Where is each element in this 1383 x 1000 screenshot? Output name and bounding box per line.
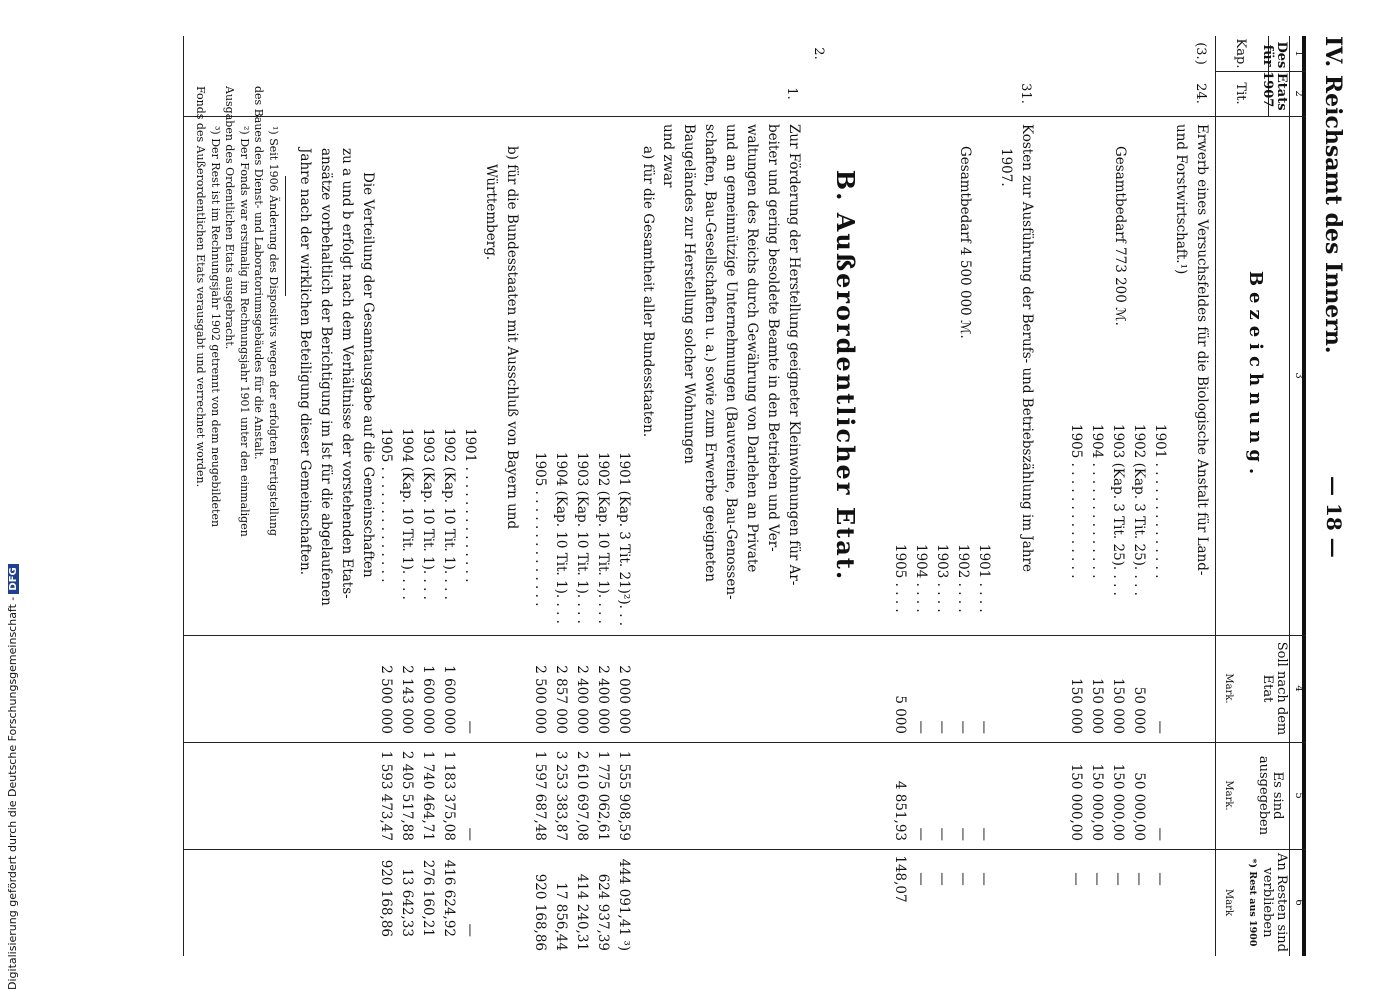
- col-number-4: 4: [1293, 685, 1304, 692]
- footnotes: [193, 86, 280, 646]
- section-b-b-rest: —: [462, 923, 478, 937]
- tit24-description: [1170, 124, 1212, 629]
- section-b-b-year-rows: [375, 124, 480, 629]
- section-b-b-year: 1905 . . . . . . . . . . . . . .: [378, 428, 394, 583]
- section-b-a-soll: 2 400 000: [574, 665, 590, 734]
- tit31-year: 1901 . . . .: [976, 544, 992, 613]
- section-b-a-ausgegeben: 2 610 697,08: [574, 750, 590, 841]
- tit24-rest: —: [1152, 872, 1168, 886]
- col-bezeichnung-header: Bezeichnung.: [1245, 270, 1266, 481]
- section-b-desc-line: beiter und gering besoldete Beamte in den Betrieben und Ver-: [765, 124, 781, 552]
- section-b-a-soll: 2 400 000: [595, 665, 611, 734]
- section-b-a-label: a) für die Gesamtheit aller Bundesstaaten.: [640, 146, 656, 438]
- tit31-ausgegeben: 4 851,93: [892, 780, 908, 841]
- tit24-ausgegeben: 150 000,00: [1068, 763, 1084, 841]
- tit31-rest: —: [955, 872, 971, 886]
- section-b-a-rest: 17 856,44: [553, 882, 569, 951]
- section-b-b-rest: 13 642,33: [399, 868, 415, 937]
- tit31-soll: —: [955, 720, 971, 734]
- col-ausgegeben-unit: Mark.: [1223, 780, 1234, 811]
- section-b-a-rest: 414 240,31: [574, 873, 590, 951]
- tit31-rest-values: [889, 849, 994, 909]
- digitization-credit-text: Digitalisierung gefördert durch die Deutsche Forschungsgemeinschaft -: [6, 596, 19, 990]
- col-number-1: 1: [1293, 50, 1304, 57]
- tit24-rest: —: [1110, 872, 1126, 886]
- tit24-soll: 50 000: [1131, 686, 1147, 734]
- section-b-a-ausgegeben-values: [529, 742, 634, 841]
- tit24-desc-line: Erwerb eines Versuchsfeldes für die Biologische Anstalt für Land-: [1194, 124, 1210, 576]
- section-b-a-year-rows: [529, 124, 634, 629]
- section-b-a-rest: 624 937,39: [595, 873, 611, 951]
- section-b-description: [657, 124, 804, 629]
- tit24-ausgegeben: 50 000,00: [1131, 772, 1147, 841]
- tit31-soll: 5 000: [892, 695, 908, 734]
- tit31-rest: 148,07: [892, 855, 908, 903]
- tit24-ausgegeben: —: [1152, 827, 1168, 841]
- footnote-line: ²) Der Fonds war erstmalig im Rechnungsjahr 1901 unter den einmaligen: [238, 126, 251, 537]
- tit24-ausgegeben: 150 000,00: [1089, 763, 1105, 841]
- tit24-soll: 150 000: [1089, 678, 1105, 734]
- tit31-total: Gesamtbedarf 4 500 000 ℳ.: [957, 146, 973, 339]
- tit-31: 31.: [1018, 83, 1033, 104]
- col-soll-header: Soll nach dem Etat: [1260, 641, 1289, 736]
- section-b-desc-line: und zwar: [660, 124, 676, 188]
- section-b-b-year: 1902 (Kap. 10 Tit. 1). . . .: [441, 428, 457, 600]
- tit24-rest-values: [1065, 849, 1170, 909]
- section-b-desc-line: Zur Förderung der Herstellung geeigneter Kleinwohnungen für Ar-: [786, 124, 802, 586]
- tit31-soll: —: [913, 720, 929, 734]
- digitization-credit: [6, 564, 19, 990]
- tit31-rest: —: [913, 872, 929, 886]
- tit31-ausgegeben: —: [913, 827, 929, 841]
- tit31-year: 1904 . . . .: [913, 544, 929, 613]
- section-b-a-soll: 2 857 000: [553, 665, 569, 734]
- tit24-rest: —: [1131, 872, 1147, 886]
- section-b-b-soll: 2 500 000: [378, 665, 394, 734]
- section-b-b-label: [480, 146, 522, 626]
- col-number-5: 5: [1293, 792, 1304, 799]
- chapter-title: IV. Reichsamt des Innern.: [1320, 36, 1346, 354]
- tit24-year: 1902 (Kap. 3 Tit. 25). . . .: [1131, 424, 1147, 596]
- col-kap-header: Kap.: [1233, 38, 1248, 69]
- tit31-rest: —: [976, 872, 992, 886]
- dfg-logo: DFG: [8, 564, 19, 593]
- col2-col3-divider: [184, 116, 1306, 117]
- section-b-a-ausgegeben: 3 253 383,87: [553, 750, 569, 841]
- section-b-b-ausgegeben: 1 740 464,71: [420, 750, 436, 841]
- col-number-3: 3: [1293, 372, 1304, 379]
- section-b-a-ausgegeben: 1 555 908,59: [616, 750, 632, 841]
- distribution-note-line: zu a und b erfolgt nach dem Verhältnisse der vorstehenden Etats-: [339, 148, 355, 599]
- tit24-ausgegeben-values: [1065, 742, 1170, 841]
- tit31-soll: —: [976, 720, 992, 734]
- col-ausgegeben-header: Es sind ausgegeben: [1256, 755, 1285, 836]
- section-b-b-rest: 920 168,86: [378, 859, 394, 937]
- page-number: — 18 —: [1322, 476, 1346, 558]
- tit24-year: 1901 . . . . . . . . . . . . . .: [1152, 424, 1168, 579]
- col-number-2: 2: [1293, 90, 1304, 97]
- section-b-b-ausgegeben: 1 183 375,08: [441, 750, 457, 841]
- section-b-b-ausgegeben: 1 593 473,47: [378, 750, 394, 841]
- col-etats-header: Des Etats für 1907: [1260, 41, 1289, 111]
- tit24-year: 1905 . . . . . . . . . . . . . .: [1068, 424, 1084, 579]
- section-b-a-year: 1905 . . . . . . . . . . . . . .: [532, 452, 548, 607]
- tit31-year: 1905 . . . .: [892, 544, 908, 613]
- section-b-b-year: 1903 (Kap. 10 Tit. 1). . . .: [420, 428, 436, 600]
- tit31-desc-line: Kosten zur Ausführung der Berufs- und Betriebszählung im Jahre: [1019, 124, 1035, 572]
- section-b-title: B. Außerordentlicher Etat.: [831, 169, 860, 582]
- tit31-description: [995, 124, 1037, 629]
- tit24-rest: —: [1089, 872, 1105, 886]
- tit31-soll-values: [889, 635, 994, 734]
- section-b-b-year: 1901 . . . . . . . . . . . . . .: [462, 428, 478, 583]
- section-b-desc-line: schaften, Bau-Gesellschaften u. a.) sowie zum Erwerbe geeigneten: [702, 124, 718, 582]
- kap-3: (3.): [1193, 42, 1208, 65]
- tit24-soll: 150 000: [1068, 678, 1084, 734]
- section-b-a-soll: 2 000 000: [616, 665, 632, 734]
- footnote-line: ³) Der Rest ist im Rechnungsjahr 1902 getrennt von dem neugebildeten: [209, 126, 222, 528]
- tit31-year: 1902 . . . .: [955, 544, 971, 613]
- footnote-line: des Baues des Dienst- und Laboratoriumsgebäudes für die Anstalt.: [252, 86, 266, 460]
- col-tit-header: Tit.: [1233, 82, 1248, 105]
- distribution-note-line: ansätze vorbehaltlich der Berichtigung im Ist für die abgelaufenen: [318, 148, 334, 606]
- distribution-note-line: Die Verteilung der Gesamtausgabe auf die Gemeinschaften: [360, 172, 376, 578]
- section-b-b-ausgegeben: —: [462, 827, 478, 841]
- section-b-desc-line: und an gemeinnützige Unternehmungen (Bauvereine, Bau-Genossen-: [723, 124, 739, 600]
- section-b-a-rest: 920 168,86: [532, 873, 548, 951]
- section-b-b-soll: 1 600 000: [420, 665, 436, 734]
- section-b-b-label-line: Württemberg.: [483, 164, 499, 261]
- tit24-year: 1903 (Kap. 3 Tit. 25). . . .: [1110, 424, 1126, 596]
- section-b-b-year: 1904 (Kap. 10 Tit. 1). . . .: [399, 428, 415, 600]
- col-soll-unit: Mark.: [1223, 673, 1234, 704]
- section-b-a-soll-values: [529, 635, 634, 734]
- footnote-line: Ausgaben des Ordentlichen Etats ausgebracht.: [223, 86, 237, 350]
- tit24-soll-values: [1065, 635, 1170, 734]
- section-b-b-soll: 2 143 000: [399, 665, 415, 734]
- tit31-ausgegeben: —: [976, 827, 992, 841]
- tit24-year: 1904 . . . . . . . . . . . . . .: [1089, 424, 1105, 579]
- tit31-ausgegeben-values: [889, 742, 994, 841]
- tit31-soll: —: [934, 720, 950, 734]
- section-b-b-rest: 416 624,92: [441, 859, 457, 937]
- section-b-desc-line: waltungen des Reichs durch Gewährung von Darlehen an Private: [744, 124, 760, 573]
- col-reste-header: An Resten sind verblieben: [1260, 853, 1289, 952]
- section-b-a-ausgegeben: 1 597 687,48: [532, 750, 548, 841]
- section-b-b-rest-values: [375, 849, 480, 937]
- col-number-6: 6: [1293, 899, 1304, 906]
- footnote-line: ¹) Seit 1906 Änderung des Dispositivs wegen der erfolgten Fertigstellung: [267, 126, 280, 537]
- tit31-ausgegeben: —: [934, 827, 950, 841]
- section-b-a-year: 1903 (Kap. 10 Tit. 1). . . .: [574, 452, 590, 624]
- tit31-ausgegeben: —: [955, 827, 971, 841]
- distribution-note-line: Jahre nach der wirklichen Beteiligung dieser Gemeinschaften.: [297, 148, 313, 575]
- kap-2: 2.: [811, 47, 826, 60]
- col-reste-unit: Mark: [1223, 888, 1234, 917]
- footnote-line: Fonds des Außerordentlichen Etats verausgabt und verrechnet worden.: [194, 86, 208, 488]
- section-b-b-ausgegeben-values: [375, 742, 480, 841]
- section-b-b-rest: 276 160,21: [420, 859, 436, 937]
- section-b-a-year: 1902 (Kap. 10 Tit. 1). . . .: [595, 452, 611, 624]
- col-reste-note: *) Rest aus 1900: [1247, 858, 1258, 947]
- section-b-a-rest: 444 091,41 ³): [616, 858, 632, 951]
- section-b-b-label-line: b) für die Bundesstaaten mit Ausschluß von Bayern und: [504, 146, 520, 530]
- table-bottom-rule: [183, 36, 184, 956]
- column-number-rule: [1289, 36, 1290, 956]
- section-b-b-soll-values: [375, 635, 480, 734]
- section-b-a-rest-values: [529, 849, 634, 951]
- section-b-a-soll: 2 500 000: [532, 665, 548, 734]
- tit31-year-rows: [889, 124, 994, 629]
- section-b-b-soll: —: [462, 720, 478, 734]
- tit31-year: 1903 . . . .: [934, 544, 950, 613]
- section-b-a-year: 1901 (Kap. 3 Tit. 21)²). . .: [616, 452, 632, 627]
- tit24-ausgegeben: 150 000,00: [1110, 763, 1126, 841]
- tit-24: 24.: [1193, 83, 1208, 104]
- tit-1: 1.: [784, 87, 799, 100]
- section-b-b-ausgegeben: 2 405 517,88: [399, 750, 415, 841]
- tit24-rest: —: [1068, 872, 1084, 886]
- tit24-soll: —: [1152, 720, 1168, 734]
- section-b-desc-line: Baugeländes zur Herstellung solcher Wohnungen: [681, 124, 697, 464]
- section-b-a-year: 1904 (Kap. 10 Tit. 1). . . .: [553, 452, 569, 624]
- section-b-a-ausgegeben: 1 775 062,61: [595, 750, 611, 841]
- tit31-rest: —: [934, 872, 950, 886]
- tit31-desc-line: 1907.: [998, 148, 1014, 187]
- footnote-rule: [285, 176, 286, 296]
- section-b-b-soll: 1 600 000: [441, 665, 457, 734]
- distribution-note: [294, 124, 378, 629]
- tit24-desc-line: und Forstwirtschaft.¹): [1173, 124, 1189, 275]
- tit24-soll: 150 000: [1110, 678, 1126, 734]
- rotated-page: [84, 36, 1346, 956]
- header-bottom-rule: [1215, 36, 1216, 956]
- tit24-total: Gesamtbedarf 773 200 ℳ.: [1112, 146, 1128, 326]
